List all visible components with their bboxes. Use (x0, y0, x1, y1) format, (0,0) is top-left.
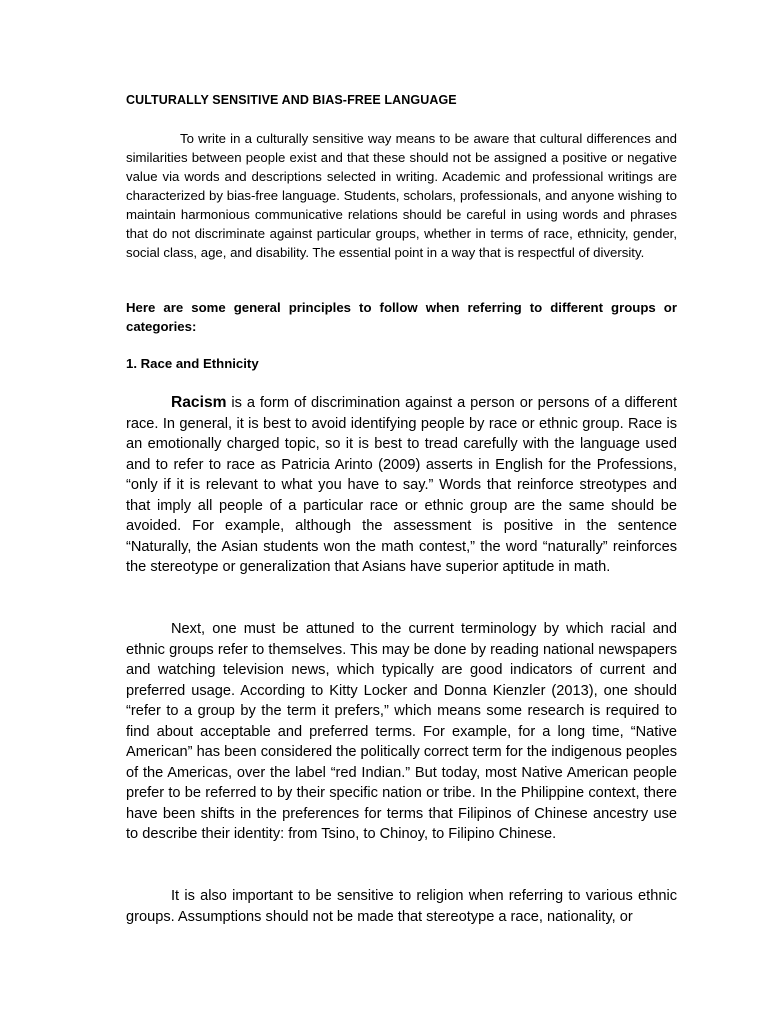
racism-term: Racism (171, 394, 227, 411)
racism-paragraph-text: is a form of discrimination against a person or persons of a different race. In general, it is best to avoid identifying people by race or ethnic group. Race is an emotionally charged topic, so it is best to tread carefully with the language used and to refer to race as Patricia Arinto (2009) asserts in English for the Professions, “only if it is relevant to what you have to say.” Words that reinforce streotypes and that imply all people of a particular race or ethnic group are the same should be avoided. For example, although the assessment is positive in the sentence “Naturally, the Asian students won the math contest,” the word “naturally” reinforces the stereotype or generalization that Asians have superior aptitude in math. (126, 395, 677, 575)
terminology-paragraph: Next, one must be attuned to the current terminology by which racial and ethnic groups refer to themselves. This may be done by reading national newspapers and watching television news, which typically are good indicators of current and preferred usage. According to Kitty Locker and Donna Kienzler (2013), one should “refer to a group by the term it prefers,” which means some research is required to find about acceptable and preferred terms. For example, for a long time, “Native American” has been considered the politically correct term for the indigenous peoples of the Americas, over the label “red Indian.” But today, most Native American people prefer to be referred to by their specific nation or tribe. In the Philippine context, there have been shifts in the preferences for terms that Filipinos of Chinese ancestry use to describe their identity: from Tsino, to Chinoy, to Filipino Chinese. (126, 621, 677, 842)
religion-paragraph: It is also important to be sensitive to religion when referring to various ethnic groups. Assumptions should not be made that stereotype a race, nationality, or (126, 888, 677, 925)
intro-paragraph: To write in a culturally sensitive way means to be aware that cultural differences and similarities between people exist and that these should not be assigned a positive or negative value via words and descriptions selected in writing. Academic and professional writings are characterized by bias-free language. Students, scholars, professionals, and anyone wishing to maintain harmonious communicative relations should be careful in using words and phrases that do not discriminate against particular groups, whether in terms of race, ethnicity, gender, social class, age, and disability. The essential point in a way that is respectful of diversity. (126, 131, 677, 260)
section-heading-race-ethnicity: 1. Race and Ethnicity (126, 356, 259, 371)
document-title: CULTURALLY SENSITIVE AND BIAS-FREE LANGUAGE (126, 93, 457, 107)
principles-heading: Here are some general principles to follow when referring to different groups or categories: (126, 300, 677, 334)
racism-paragraph (126, 393, 677, 578)
